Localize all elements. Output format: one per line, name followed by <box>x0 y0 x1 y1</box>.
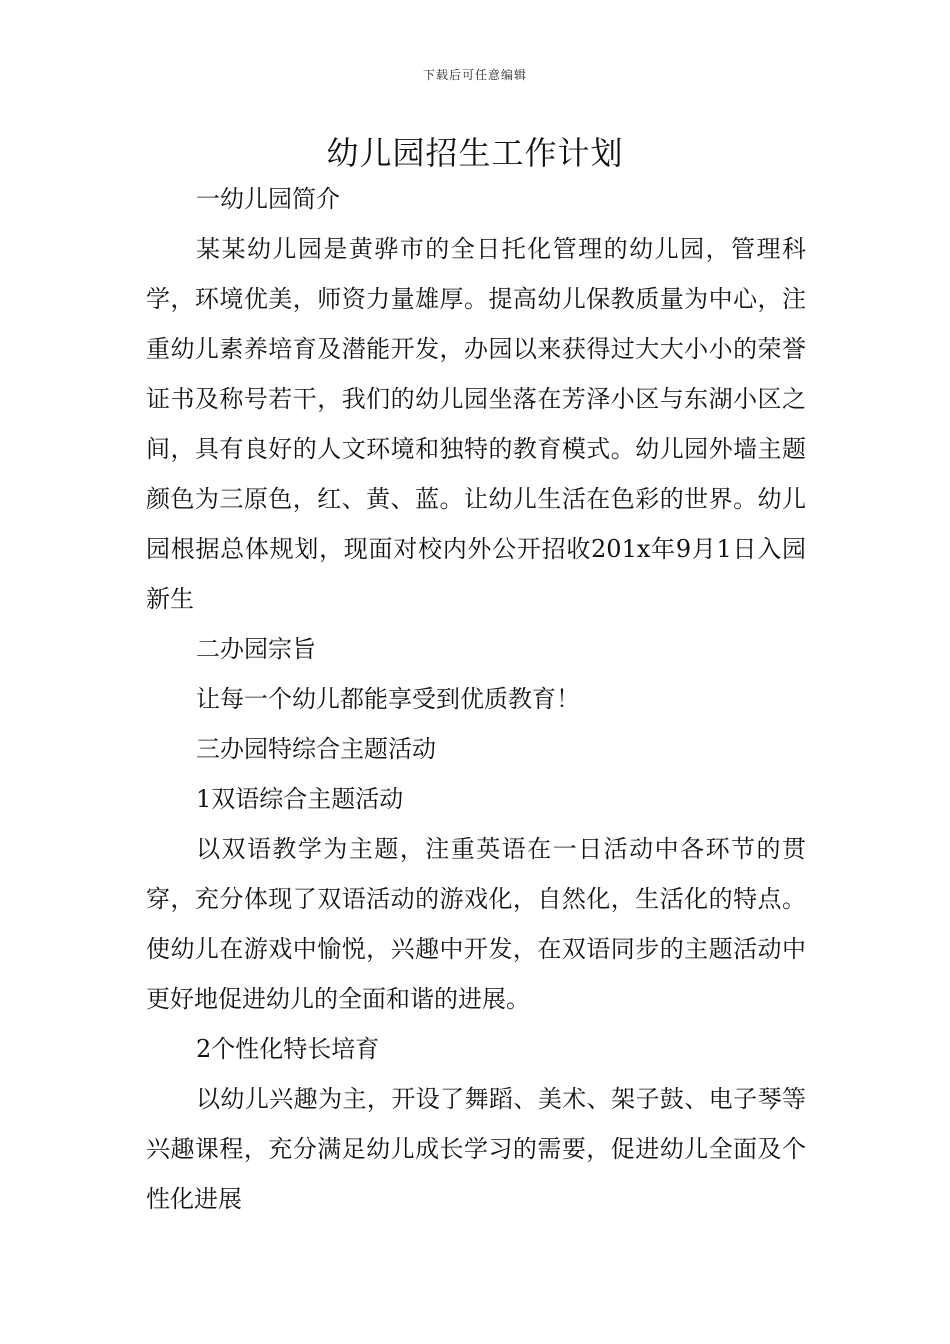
section-heading-intro: 一幼儿园简介 <box>196 185 340 213</box>
document-body <box>146 174 806 1224</box>
paragraph-bilingual: 以双语教学为主题，注重英语在一日活动中各环节的贯穿，充分体现了双语活动的游戏化，自然化，生活化的特点。使幼儿在游戏中愉悦，兴趣中开发，在双语同步的主题活动中更好地促进幼儿的全面和谐的进展。 <box>146 835 806 1013</box>
paragraph-purpose: 让每一个幼儿都能享受到优质教育！ <box>196 685 580 713</box>
document-title: 幼儿园招生工作计划 <box>326 134 624 172</box>
subheading-bilingual: 1双语综合主题活动 <box>196 785 404 813</box>
header-note: 下载后可任意编辑 <box>422 68 527 82</box>
paragraph-talent: 以幼儿兴趣为主，开设了舞蹈、美术、架子鼓、电子琴等兴趣课程，充分满足幼儿成长学习的需要，促进幼儿全面及个性化进展 <box>146 1085 806 1213</box>
subheading-talent: 2个性化特长培育 <box>196 1035 380 1063</box>
section-heading-purpose: 二办园宗旨 <box>196 635 316 663</box>
paragraph-intro: 某某幼儿园是黄骅市的全日托化管理的幼儿园，管理科学，环境优美，师资力量雄厚。提高幼儿保教质量为中心，注重幼儿素养培育及潜能开发，办园以来获得过大大小小的荣誉证书及称号若干，我们的幼儿园坐落在芳泽小区与东湖小区之间，具有良好的人文环境和独特的教育模式。幼儿园外墙主题颜色为三原色，红、黄、蓝。让幼儿生活在色彩的世界。幼儿园根据总体规划，现面对校内外公开招收201x年9月1日入园新生 <box>146 235 806 613</box>
section-heading-activities: 三办园特综合主题活动 <box>196 735 436 763</box>
